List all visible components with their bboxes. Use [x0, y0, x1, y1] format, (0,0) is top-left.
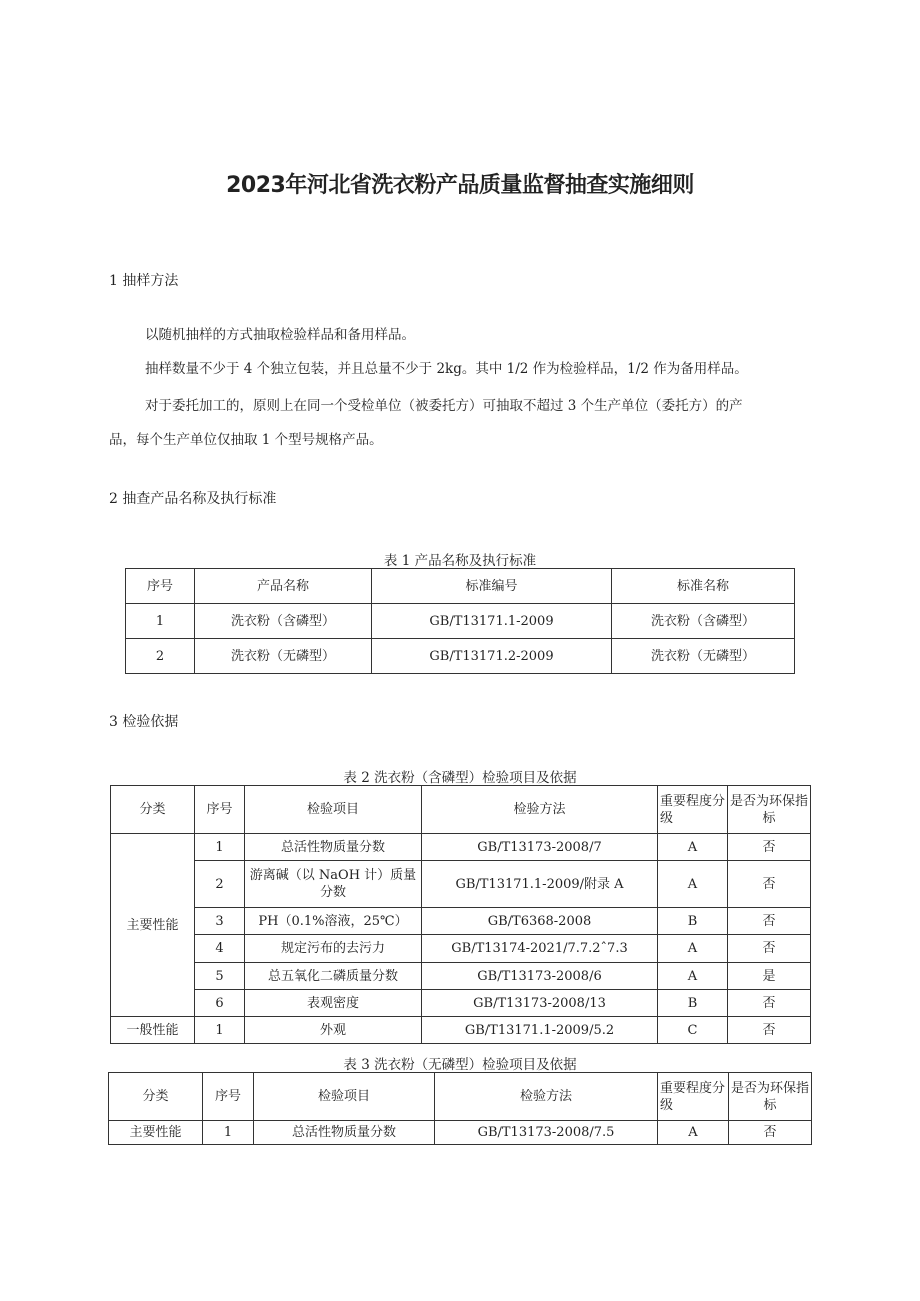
table-cell: 否 — [729, 1121, 812, 1145]
table-cell: GB/T13173-2008/7 — [422, 834, 658, 861]
table-1-caption: 表 1 产品名称及执行标准 — [383, 553, 537, 569]
table-cell: 否 — [728, 1017, 811, 1044]
table-3 — [108, 1072, 812, 1145]
column-header: 标准编号 — [372, 569, 612, 604]
table-cell: 4 — [195, 935, 245, 963]
column-header: 是否为环保指标 — [729, 1073, 812, 1121]
table-row — [109, 1121, 812, 1145]
table-cell: B — [658, 990, 728, 1017]
table-cell: 3 — [195, 908, 245, 935]
table-header-row — [111, 786, 811, 834]
table-cell: 1 — [195, 1017, 245, 1044]
table-cell: 否 — [728, 834, 811, 861]
table-cell: GB/T13171.1-2009 — [372, 604, 612, 639]
paragraph: 对于委托加工的，原则上在同一个受检单位（被委托方）可抽取不超过 3 个生产单位（委托方）的产 — [145, 398, 743, 414]
column-header: 检验项目 — [245, 786, 422, 834]
table-cell: A — [658, 1121, 729, 1145]
table-cell: 否 — [728, 935, 811, 963]
table-cell: GB/T13171.2-2009 — [372, 639, 612, 674]
table-1 — [125, 568, 795, 674]
table-cell: GB/T13173-2008/13 — [422, 990, 658, 1017]
paragraph: 抽样数量不少于 4 个独立包装，并且总量不少于 2kg。其中 1/2 作为检验样品，1/2 作为备用样品。 — [145, 361, 748, 377]
table-cell: GB/T13171.1-2009/5.2 — [422, 1017, 658, 1044]
category-cell: 主要性能 — [111, 834, 195, 1017]
table-cell: GB/T13173-2008/7.5 — [435, 1121, 658, 1145]
table-cell: 5 — [195, 963, 245, 990]
column-header: 分类 — [111, 786, 195, 834]
column-header: 重要程度分级 — [658, 786, 728, 834]
column-header: 是否为环保指标 — [728, 786, 811, 834]
table-cell: 1 — [203, 1121, 254, 1145]
paragraph: 品，每个生产单位仅抽取 1 个型号规格产品。 — [109, 432, 383, 448]
table-row — [126, 604, 795, 639]
column-header: 标准名称 — [612, 569, 795, 604]
table-cell: 游离碱（以 NaOH 计）质量分数 — [245, 861, 422, 908]
column-header: 序号 — [195, 786, 245, 834]
table-header-row — [109, 1073, 812, 1121]
table-cell: GB/T13173-2008/6 — [422, 963, 658, 990]
table-cell: 1 — [195, 834, 245, 861]
table-cell: 否 — [728, 861, 811, 908]
table-cell: A — [658, 963, 728, 990]
table-cell: 总活性物质量分数 — [254, 1121, 435, 1145]
table-cell: 表观密度 — [245, 990, 422, 1017]
column-header: 产品名称 — [195, 569, 372, 604]
table-header-row — [126, 569, 795, 604]
category-cell: 一般性能 — [111, 1017, 195, 1044]
table-cell: 洗衣粉（含磷型） — [195, 604, 372, 639]
paragraph: 以随机抽样的方式抽取检验样品和备用样品。 — [145, 327, 415, 343]
table-cell: 否 — [728, 908, 811, 935]
table-cell: A — [658, 834, 728, 861]
table-row — [111, 834, 811, 861]
table-cell: 否 — [728, 990, 811, 1017]
table-row — [111, 861, 811, 908]
column-header: 检验项目 — [254, 1073, 435, 1121]
table-cell: 6 — [195, 990, 245, 1017]
table-cell: GB/T13174-2021/7.7.2ˆ7.3 — [422, 935, 658, 963]
table-cell: GB/T6368-2008 — [422, 908, 658, 935]
section-2-heading: 2 抽查产品名称及执行标准 — [109, 491, 277, 507]
table-row — [111, 990, 811, 1017]
table-row — [126, 639, 795, 674]
table-2 — [110, 785, 811, 1044]
table-row — [111, 1017, 811, 1044]
table-cell: 外观 — [245, 1017, 422, 1044]
table-cell: 2 — [126, 639, 195, 674]
table-row — [111, 963, 811, 990]
table-cell: 总活性物质量分数 — [245, 834, 422, 861]
column-header: 分类 — [109, 1073, 203, 1121]
section-3-heading: 3 检验依据 — [109, 714, 179, 730]
table-row — [111, 908, 811, 935]
column-header: 检验方法 — [435, 1073, 658, 1121]
table-cell: 洗衣粉（无磷型） — [195, 639, 372, 674]
table-2-caption: 表 2 洗衣粉（含磷型）检验项目及依据 — [343, 770, 577, 786]
table-cell: B — [658, 908, 728, 935]
table-cell: GB/T13171.1-2009/附录 A — [422, 861, 658, 908]
category-cell: 主要性能 — [109, 1121, 203, 1145]
table-row — [111, 935, 811, 963]
section-1-heading: 1 抽样方法 — [109, 273, 179, 289]
column-header: 重要程度分级 — [658, 1073, 729, 1121]
table-cell: C — [658, 1017, 728, 1044]
column-header: 序号 — [203, 1073, 254, 1121]
table-cell: 是 — [728, 963, 811, 990]
table-cell: 洗衣粉（无磷型） — [612, 639, 795, 674]
table-cell: 2 — [195, 861, 245, 908]
table-3-caption: 表 3 洗衣粉（无磷型）检验项目及依据 — [343, 1057, 577, 1073]
column-header: 序号 — [126, 569, 195, 604]
column-header: 检验方法 — [422, 786, 658, 834]
table-cell: 洗衣粉（含磷型） — [612, 604, 795, 639]
table-cell: A — [658, 861, 728, 908]
table-cell: 1 — [126, 604, 195, 639]
document-title: 2023年河北省洗衣粉产品质量监督抽查实施细则 — [226, 173, 694, 198]
table-cell: PH（0.1%溶液，25℃） — [245, 908, 422, 935]
table-cell: 总五氧化二磷质量分数 — [245, 963, 422, 990]
table-cell: 规定污布的去污力 — [245, 935, 422, 963]
table-cell: A — [658, 935, 728, 963]
